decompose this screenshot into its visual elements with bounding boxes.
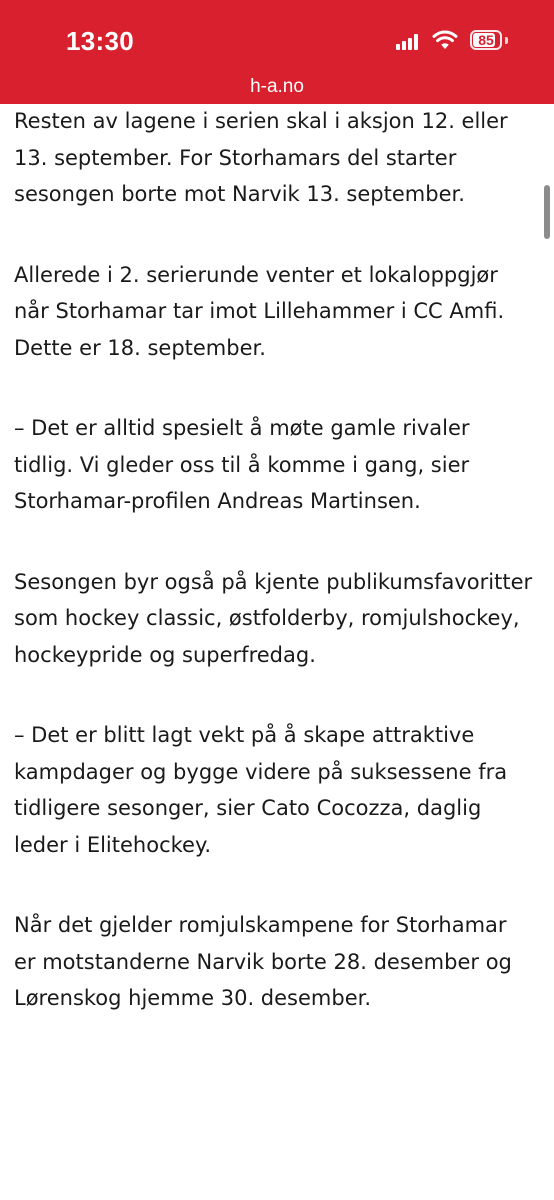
battery-percentage: 85 <box>478 32 494 48</box>
cellular-signal-icon <box>396 34 418 50</box>
article-paragraph: Resten av lagene i serien skal i aksjon 12. eller 13. september. For Storhamars del starter sesongen borte mot Narvik 13. september. <box>14 109 508 206</box>
article-paragraph: Når det gjelder romjulskampene for Storhamar er motstanderne Narvik borte 28. desember og Lørenskog hjemme 30. desember. <box>14 913 512 1010</box>
article-body <box>14 103 534 1061</box>
article-paragraph: – Det er alltid spesielt å møte gamle rivaler tidlig. Vi gleder oss til å komme i gang, sier Storhamar-profilen Andreas Martinsen. <box>14 416 470 513</box>
browser-top-bar <box>0 0 554 104</box>
article-paragraph: Allerede i 2. serierunde venter et lokaloppgjør når Storhamar tar imot Lillehammer i CC Amfi. Dette er 18. september. <box>14 262 505 360</box>
status-time: 13:30 <box>66 26 134 56</box>
wifi-icon <box>432 30 458 50</box>
address-bar-url[interactable]: h-a.no <box>250 76 304 97</box>
battery-icon <box>470 30 502 50</box>
scrollbar-thumb[interactable] <box>544 185 550 239</box>
article-paragraph: – Det er blitt lagt vekt på å skape attraktive kampdager og bygge videre på suksessene fra tidligere sesonger, sier Cato Cocozza, daglig leder i Elitehockey. <box>14 723 508 857</box>
battery-cap <box>505 37 508 44</box>
article-paragraph: Sesongen byr også på kjente publikumsfavoritter som hockey classic, østfolderby, romjulshockey, hockeypride og superfredag. <box>14 569 533 667</box>
